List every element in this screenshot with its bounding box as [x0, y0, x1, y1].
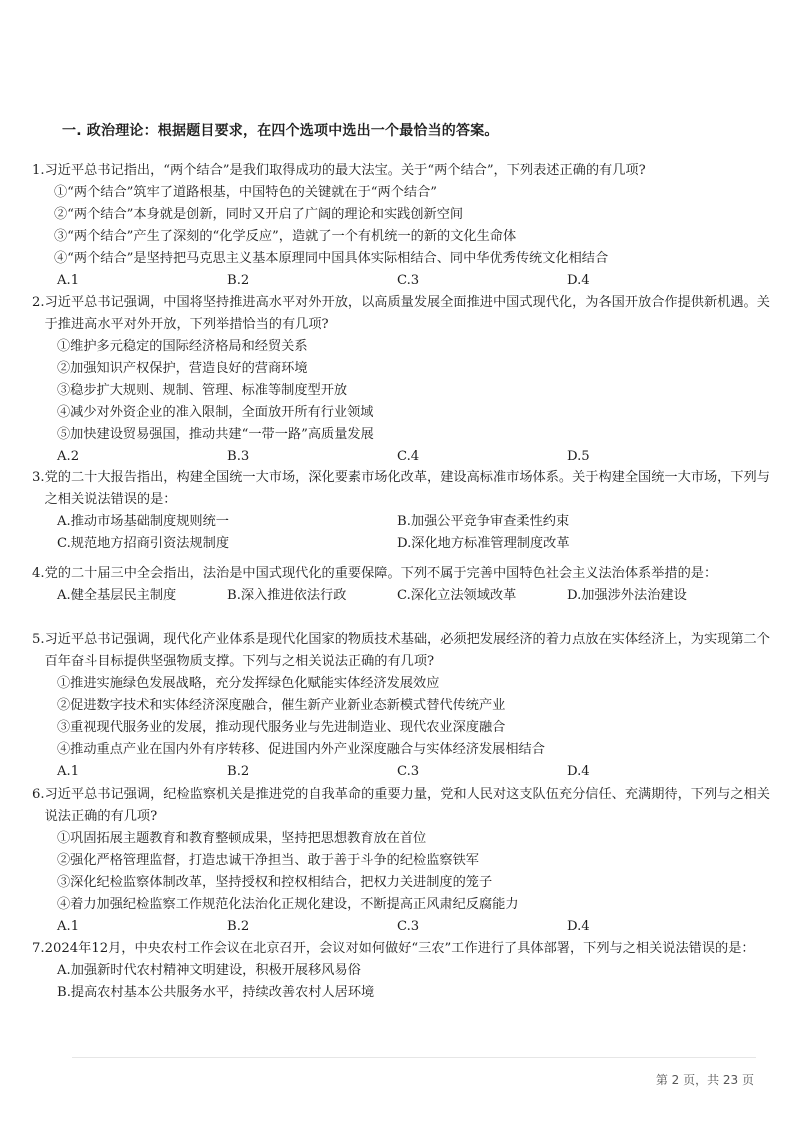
option-a: A.1	[57, 919, 80, 934]
statement-item: ④着力加强纪检监察工作规范化法治化正规化建设，不断提高正风肃纪反腐能力	[57, 897, 519, 912]
question-text: 习近平总书记强调，现代化产业体系是现代化国家的物质技术基础，必须把发展经济的着力点放在实体经济上，为实现第二个百年奋斗目标提供坚强物质支撑。下列与之相关说法正确的有几项?	[44, 632, 770, 669]
question-text: 习近平总书记强调，中国将坚持推进高水平对外开放，以高质量发展全面推进中国式现代化，为各国开放合作提供新机遇。关于推进高水平对外开放，下列举措恰当的有几项?	[44, 295, 770, 332]
option-c: C.4	[397, 449, 420, 464]
statement-item: ⑤加快建设贸易强国，推动共建“一带一路”高质量发展	[57, 427, 374, 442]
section-title: 一. 政治理论：根据题目要求，在四个选项中选出一个最恰当的答案。	[62, 123, 499, 139]
option-a: A.推动市场基础制度规则统一	[57, 514, 229, 529]
question-number: 5.	[32, 632, 45, 647]
page-number: 第 2 页，共 23 页	[655, 1073, 754, 1087]
option-d: D.4	[567, 919, 590, 934]
option-a: A.2	[57, 449, 80, 464]
statement-item: ①推进实施绿色发展战略，充分发挥绿色化赋能实体经济发展效应	[57, 676, 440, 691]
answer-options	[32, 761, 772, 783]
statement-item: ④“两个结合”是坚持把马克思主义基本原理同中国具体实际相结合、同中华优秀传统文化相结合	[54, 251, 609, 266]
statement-item: ①“两个结合”筑牢了道路根基，中国特色的关键就在于“两个结合”	[54, 185, 438, 200]
option-d: D.深化地方标准管理制度改革	[397, 536, 570, 551]
statement-item: ④减少对外资企业的准入限制，全面放开所有行业领域	[57, 405, 374, 420]
question-text: 党的二十大报告指出，构建全国统一大市场，深化要素市场化改革，建设高标准市场体系。关于构建全国统一大市场，下列与之相关说法错误的是：	[44, 470, 770, 507]
question-6	[32, 784, 772, 938]
statement-item: ③“两个结合”产生了深刻的“化学反应”，造就了一个有机统一的新的文化生命体	[54, 229, 517, 244]
statement-item: ③重视现代服务业的发展，推动现代服务业与先进制造业、现代农业深度融合	[57, 720, 506, 735]
question-stem	[32, 563, 772, 585]
answer-options	[32, 446, 772, 468]
question-number: 4.	[32, 566, 45, 581]
question-5	[32, 629, 772, 783]
question-stem	[32, 629, 772, 673]
question-text: 习近平总书记强调，纪检监察机关是推进党的自我革命的重要力量，党和人民对这支队伍充分信任、充满期待，下列与之相关说法正确的有几项?	[44, 787, 770, 824]
question-text: 习近平总书记指出，“两个结合”是我们取得成功的最大法宝。关于“两个结合”，下列表述正确的有几项?	[44, 163, 646, 178]
option-a: A.加强新时代农村精神文明建设，积极开展移风易俗	[57, 963, 361, 978]
statement-item: ②加强知识产权保护，营造良好的营商环境	[57, 361, 308, 376]
statement-item: ②强化严格管理监督，打造忠诚干净担当、敢于善于斗争的纪检监察铁军	[57, 853, 479, 868]
option-a: A.1	[57, 764, 80, 779]
option-a: A.1	[57, 273, 80, 288]
question-number: 6.	[32, 787, 45, 802]
option-d: D.5	[567, 449, 590, 464]
question-stem	[32, 938, 772, 960]
answer-options	[32, 511, 772, 555]
question-number: 7.	[32, 941, 45, 956]
question-text: 2024年12月，中央农村工作会议在北京召开，会议对如何做好“三农”工作进行了具体部署，下列与之相关说法错误的是：	[44, 941, 755, 956]
answer-options	[32, 585, 772, 607]
question-number: 1.	[32, 163, 45, 178]
question-stem	[32, 467, 772, 511]
statement-item: ③稳步扩大规则、规制、管理、标准等制度型开放	[57, 383, 348, 398]
option-b: B.2	[227, 273, 250, 288]
option-b: B.深入推进依法行政	[227, 588, 347, 603]
question-number: 3.	[32, 470, 45, 485]
option-c: C.3	[397, 764, 420, 779]
option-d: D.4	[567, 273, 590, 288]
question-stem	[32, 160, 772, 182]
question-7	[32, 938, 772, 1004]
question-3	[32, 467, 772, 555]
option-c: C.规范地方招商引资法规制度	[57, 536, 230, 551]
option-c: C.深化立法领域改革	[397, 588, 517, 603]
statement-item: ③深化纪检监察体制改革，坚持授权和控权相结合，把权力关进制度的笼子	[57, 875, 493, 890]
option-b: B.加强公平竞争审查柔性约束	[397, 514, 570, 529]
answer-options	[32, 916, 772, 938]
answer-options	[32, 270, 772, 292]
option-d: D.加强涉外法治建设	[567, 588, 687, 603]
option-b: B.3	[227, 449, 250, 464]
question-stem	[32, 784, 772, 828]
option-b: B.2	[227, 764, 250, 779]
option-b: B.提高农村基本公共服务水平，持续改善农村人居环境	[57, 985, 375, 1000]
option-c: C.3	[397, 273, 420, 288]
statement-item: ④推动重点产业在国内外有序转移、促进国内外产业深度融合与实体经济发展相结合	[57, 742, 545, 757]
question-1	[32, 160, 772, 292]
statement-item: ①巩固拓展主题教育和教育整顿成果，坚持把思想教育放在首位	[57, 831, 427, 846]
question-text: 党的二十届三中全会指出，法治是中国式现代化的重要保障。下列不属于完善中国特色社会主义法治体系举措的是：	[44, 566, 718, 581]
option-a: A.健全基层民主制度	[57, 588, 177, 603]
question-stem	[32, 292, 772, 336]
footer-divider	[72, 1057, 756, 1058]
question-4	[32, 563, 772, 607]
statement-item: ①维护多元稳定的国际经济格局和经贸关系	[57, 339, 308, 354]
statement-item: ②促进数字技术和实体经济深度融合，催生新产业新业态新模式替代传统产业	[57, 698, 506, 713]
question-number: 2.	[32, 295, 45, 310]
statement-item: ②“两个结合”本身就是创新，同时又开启了广阔的理论和实践创新空间	[54, 207, 464, 222]
question-2	[32, 292, 772, 468]
option-d: D.4	[567, 764, 590, 779]
option-c: C.3	[397, 919, 420, 934]
option-b: B.2	[227, 919, 250, 934]
